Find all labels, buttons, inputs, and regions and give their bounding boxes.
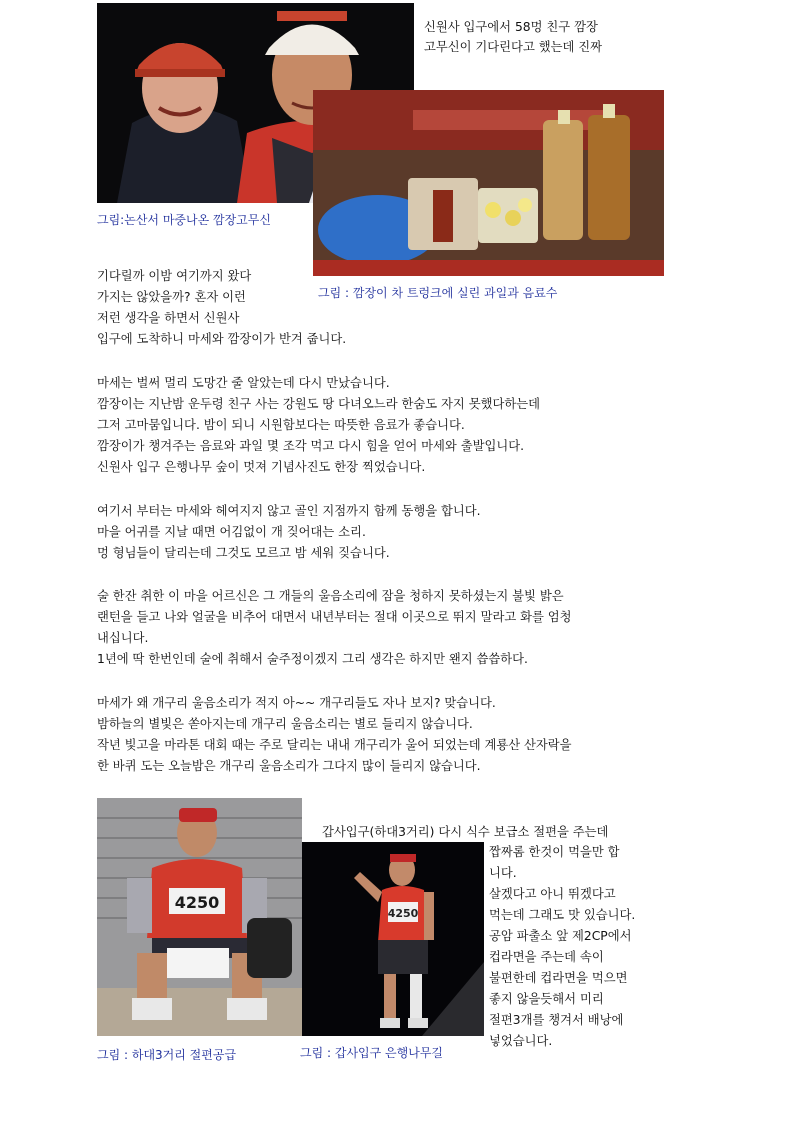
snack-line-1: 갑사입구(하대3거리) 다시 식수 보급소 절편을 주는데 — [322, 825, 609, 839]
caption-photo-trunk: 그림 : 깜장이 차 트렁크에 실린 과일과 음료수 — [318, 286, 558, 300]
frogs-line-3: 작년 빛고을 마라톤 대회 때는 주로 달리는 내내 개구리가 울어 되었는데 계룡산 산자락을 — [97, 738, 572, 752]
arrival-line-1: 기다릴까 이밤 여기까지 왔다 — [97, 269, 252, 283]
arrival-line-4: 입구에 도착하니 마세와 깜장이가 반겨 줍니다. — [97, 332, 347, 346]
paragraph-dogs — [97, 501, 481, 564]
intro-line-1: 신원사 입구에서 58멍 친구 깜장 — [424, 20, 598, 34]
photo-trunk — [313, 90, 664, 276]
paragraph-villager — [97, 586, 572, 670]
snack-line-5: 먹는데 그래도 맛 있습니다. — [489, 908, 636, 922]
snack-line-2: 짭짜롬 한것이 먹을만 합 — [489, 845, 620, 859]
snack-line-4: 살겠다고 아니 뛰겠다고 — [489, 887, 616, 901]
intro-line-2: 고무신이 기다린다고 했는데 진짜 — [424, 40, 603, 54]
villager-line-2: 랜턴을 들고 나와 얼굴을 비추어 대면서 내년부터는 절대 이곳으로 뛰지 말라고 화를 엄청 — [97, 610, 572, 624]
frogs-line-2: 밤하늘의 별빛은 쏟아지는데 개구리 울음소리는 별로 들리지 않습니다. — [97, 717, 473, 731]
dogs-line-1: 여기서 부터는 마세와 헤여지지 않고 골인 지점까지 함께 동행을 합니다. — [97, 504, 481, 518]
snack-line-11: 넣었습니다. — [489, 1034, 553, 1048]
snack-line-3: 니다. — [489, 866, 517, 880]
arrival-line-3: 저런 생각을 하면서 신원사 — [97, 311, 240, 325]
snack-line-8: 불편한데 컵라면을 먹으면 — [489, 971, 628, 985]
caption-photo-runner-sitting: 그림 : 하대3거리 절편공급 — [97, 1048, 237, 1062]
villager-line-3: 내십니다. — [97, 631, 149, 645]
frogs-line-1: 마세가 왜 개구리 울음소리가 적지 아~~ 개구리들도 자나 보지? 맞습니다. — [97, 696, 496, 710]
bib-number-sitting: 4250 — [174, 893, 220, 912]
arrival-line-2: 가지는 않았을까? 혼자 이런 — [97, 290, 246, 304]
villager-line-4: 1년에 딱 한번인데 술에 취해서 술주정이겠지 그리 생각은 하지만 왠지 씁씁하다. — [97, 652, 528, 666]
snack-line-7: 컵라면을 주는데 속이 — [489, 950, 604, 964]
meeting-line-4: 깜장이가 챙겨주는 음료와 과일 몇 조각 먹고 다시 힘을 얻어 마세와 출발입니다. — [97, 439, 525, 453]
dogs-line-2: 마을 어귀를 지날 때면 어김없이 개 짖어대는 소리. — [97, 525, 366, 539]
paragraph-meeting — [97, 373, 540, 478]
bib-number-night: 4250 — [387, 907, 419, 920]
caption-photo-runner-night: 그림 : 갑사입구 은행나무길 — [300, 1046, 443, 1060]
caption-photo-couple: 그림:논산서 마중나온 깜장고무신 — [97, 213, 271, 227]
villager-line-1: 술 한잔 취한 이 마을 어르신은 그 개들의 울음소리에 잠을 청하지 못하셨는지 불빛 밝은 — [97, 589, 564, 603]
snack-line-6: 공암 파출소 앞 제2CP에서 — [489, 929, 632, 943]
meeting-line-3: 그저 고마뭄입니다. 밤이 되니 시원함보다는 따뜻한 음료가 좋습니다. — [97, 418, 465, 432]
meeting-line-1: 마세는 벌써 멀리 도망간 줄 알았는데 다시 만났습니다. — [97, 376, 390, 390]
photo-runner-sitting — [97, 798, 302, 1036]
meeting-line-2: 깜장이는 지난밤 운두령 친구 사는 강원도 땅 다녀오느라 한숨도 자지 못했다하는데 — [97, 397, 540, 411]
paragraph-frogs — [97, 693, 572, 777]
photo-runner-night — [302, 842, 484, 1036]
snack-line-10: 절편3개를 챙겨서 배낭에 — [489, 1013, 624, 1027]
snack-line-9: 좋지 않을듯해서 미리 — [489, 992, 604, 1006]
paragraph-arrival — [97, 266, 346, 350]
frogs-line-4: 한 바퀴 도는 오늘밤은 개구리 울음소리가 그다지 많이 들리지 않습니다. — [97, 759, 481, 773]
dogs-line-3: 멍 형님들이 달리는데 그것도 모르고 밤 세워 짖습니다. — [97, 546, 390, 560]
paragraph-snack — [489, 842, 635, 1052]
meeting-line-5: 신원사 입구 은행나무 숲이 멋져 기념사진도 한장 찍었습니다. — [97, 460, 426, 474]
